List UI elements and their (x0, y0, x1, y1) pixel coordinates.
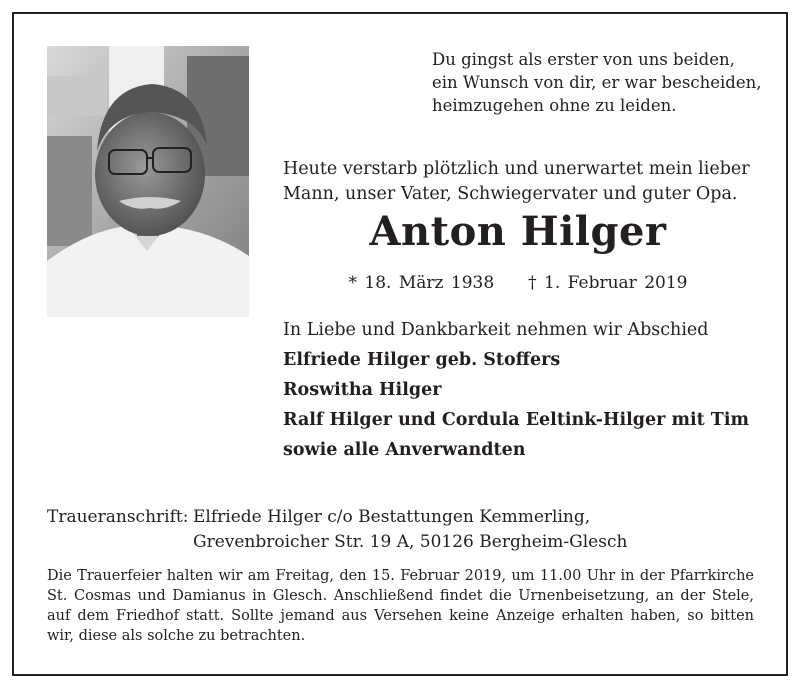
intro-line: Mann, unser Vater, Schwiegervater und guter Opa. (283, 184, 738, 204)
death-date: † 1. Februar 2019 (528, 273, 688, 293)
mourner-name: sowie alle Anverwandten (283, 440, 526, 460)
address-line: Grevenbroicher Str. 19 A, 50126 Bergheim-Glesch (193, 532, 628, 552)
deceased-name: Anton Hilger (369, 208, 667, 255)
poem-line: Du gingst als erster von uns beiden, (432, 50, 735, 69)
poem-line: ein Wunsch von dir, er war bescheiden, (432, 73, 762, 92)
notice-line: auf dem Friedhof statt. Sollte jemand aus Versehen keine Anzeige erhalten haben, so bitten (47, 608, 754, 624)
mourner-name: Ralf Hilger und Cordula Eeltink-Hilger mit Tim (283, 410, 749, 430)
death-announcement (283, 157, 753, 207)
mourning-address (47, 505, 627, 555)
life-dates (283, 273, 753, 293)
intro-line: Heute verstarb plötzlich und unerwartet mein lieber (283, 159, 750, 179)
portrait-photo (47, 46, 249, 317)
poem (432, 48, 761, 117)
mourners-block (283, 315, 749, 465)
birth-date: * 18. März 1938 (348, 273, 495, 293)
mourner-name: Elfriede Hilger geb. Stoffers (283, 350, 561, 370)
notice-line: wir, diese als solche zu betrachten. (47, 628, 306, 644)
notice-line: Die Trauerfeier halten wir am Freitag, den 15. Februar 2019, um 11.00 Uhr in der Pfarrkirche (47, 568, 754, 584)
poem-line: heimzugehen ohne zu leiden. (432, 96, 677, 115)
mourner-name: Roswitha Hilger (283, 380, 442, 400)
notice-line: St. Cosmas und Damianus in Glesch. Anschließend findet die Urnenbeisetzung, an der Stele, (47, 588, 754, 604)
farewell-line: In Liebe und Dankbarkeit nehmen wir Abschied (283, 320, 709, 340)
address-label: Traueranschrift: (47, 507, 189, 527)
address-line: Elfriede Hilger c/o Bestattungen Kemmerling, (193, 507, 591, 527)
funeral-notice (47, 566, 754, 646)
